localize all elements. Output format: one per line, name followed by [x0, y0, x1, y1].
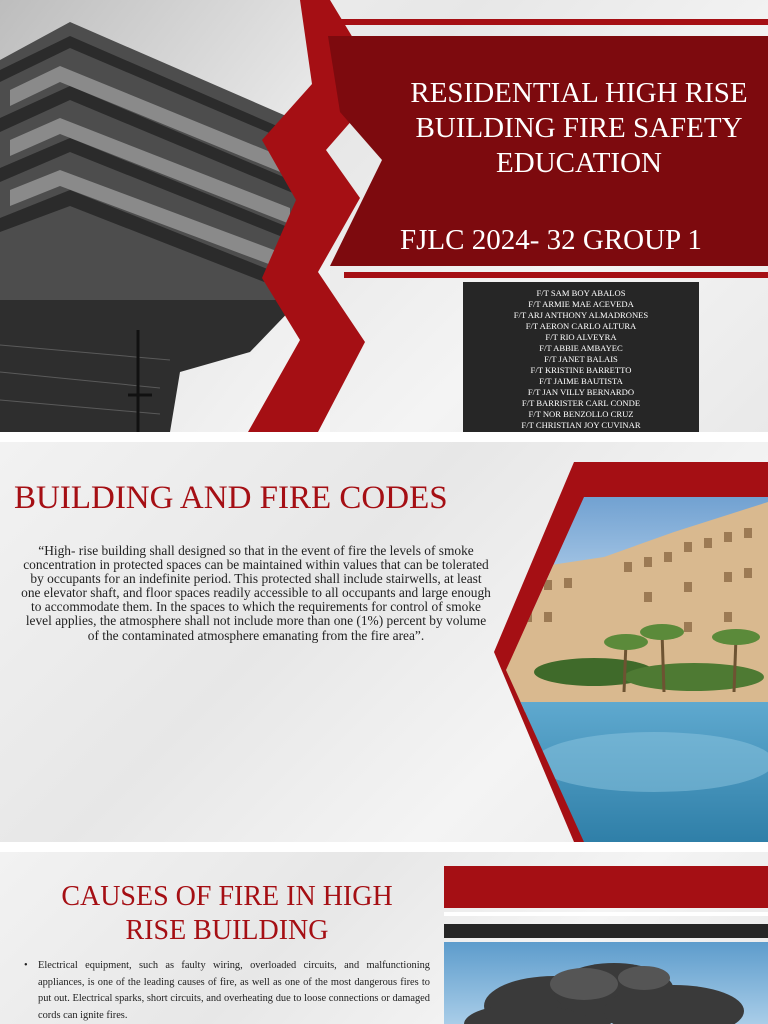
member-name: F/T BARRISTER CARL CONDE — [521, 398, 641, 408]
fire-smoke-photo — [444, 866, 768, 1024]
title-line: RESIDENTIAL HIGH RISE — [410, 77, 748, 109]
building-codes-slide — [0, 442, 768, 842]
bullet-glyph: • — [24, 960, 28, 971]
member-list — [463, 282, 699, 432]
group-label: FJLC 2024- 32 GROUP 1 — [400, 224, 702, 256]
causes-of-fire-slide — [0, 852, 768, 1024]
member-name: F/T CHRISTIAN JOY CUVINAR — [521, 420, 641, 430]
causes-list — [24, 958, 430, 1024]
title-slide — [0, 0, 768, 432]
hotel-photo-hexagon — [494, 462, 768, 842]
member-name: F/T RIO ALVEYRA — [545, 332, 617, 342]
slide-heading: BUILDING AND FIRE CODES — [14, 480, 448, 516]
slide-heading — [20, 880, 434, 948]
member-name: F/T KRISTINE BARRETTO — [530, 365, 632, 375]
member-name: F/T SAM BOY ABALOS — [536, 288, 626, 298]
list-item-text: Electrical equipment, such as faulty wiring, overloaded circuits, and malfunctioning appliances, is one of the leading causes of fire, as well as one of the most dangerous fires to put out. Electrical sparks, short circuits, and overheating due to loose connections or damaged cords can ignite fires. — [38, 960, 430, 1021]
title-line: EDUCATION — [496, 146, 662, 179]
title-line: BUILDING FIRE SAFETY — [415, 111, 743, 144]
list-item — [24, 958, 430, 1024]
member-name: F/T ABBIE AMBAYEC — [539, 343, 623, 353]
member-name: F/T JANET BALAIS — [544, 354, 618, 364]
heading-line: CAUSES OF FIRE IN HIGH — [61, 881, 393, 912]
member-name: F/T ARMIE MAE ACEVEDA — [528, 299, 634, 309]
slide-separator — [0, 432, 768, 442]
code-quote: “High- rise building shall designed so that in the event of fire the levels of smoke concentration in protected spaces can be maintained within values that can be tolerated by occupants for an indefinite period. This protected shall include stairwells, at least one elevator shaft, and floor spaces readily accessible to all occupants and large enough to accommodate them. In the spaces to which the requirements for control of smoke level applies, the atmosphere shall not include more than one (1%) percent by volume of the contaminated atmosphere emanating from the fire area”. — [21, 543, 491, 643]
member-name: F/T JAN VILLY BERNARDO — [527, 387, 635, 397]
heading-line: RISE BUILDING — [125, 915, 329, 946]
slide-separator — [0, 842, 768, 852]
presentation-title — [390, 76, 768, 180]
member-name: F/T JAIME BAUTISTA — [539, 376, 623, 386]
member-name: F/T NOR BENZOLLO CRUZ — [528, 409, 634, 419]
member-name: F/T ARJ ANTHONY ALMADRONES — [513, 310, 649, 320]
member-name: F/T AERON CARLO ALTURA — [525, 321, 637, 331]
